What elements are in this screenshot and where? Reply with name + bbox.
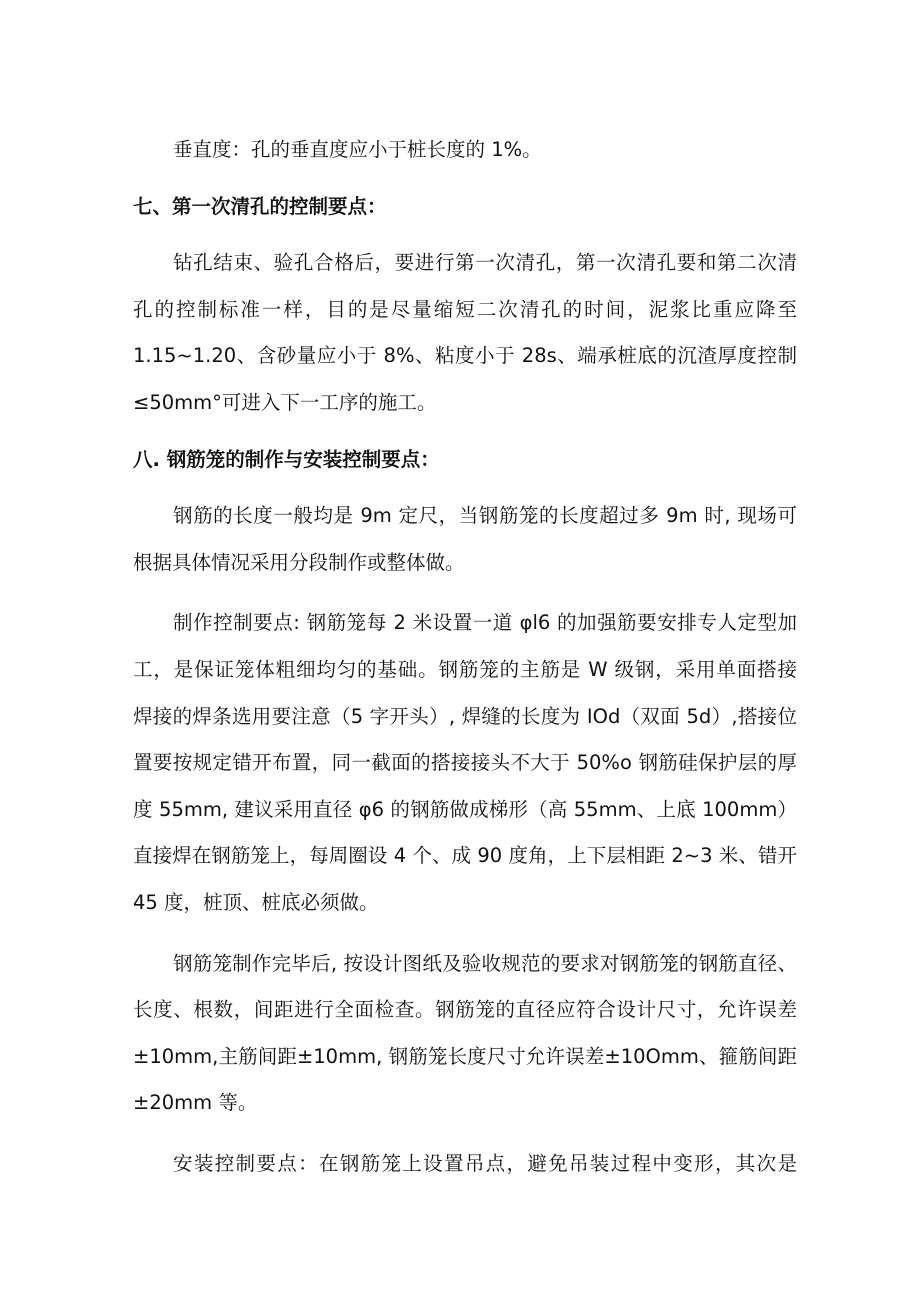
paragraph-line: 根据具体情况采用分段制作或整体做。	[133, 550, 465, 574]
paragraph-line: 工，是保证笼体粗细均匀的基础。钢筋笼的主筋是 W 级钢，采用单面搭接	[133, 657, 797, 681]
paragraph-line: 安装控制要点：在钢筋笼上设置吊点，避免吊装过程中变形，其次是	[173, 1151, 797, 1175]
paragraph-line: 焊接的焊条选用要注意（5 字开头）, 焊缝的长度为 IOd（双面 5d）,搭接位	[133, 704, 797, 728]
paragraph-line: ≤50mm°可进入下一工序的施工。	[133, 390, 437, 414]
section-heading-rebar-cage: 八. 钢筋笼的制作与安装控制要点：	[133, 447, 440, 471]
paragraph-line: 直接焊在钢筋笼上，每周圈设 4 个、成 90 度角，上下层相距 2~3 米、错开	[133, 844, 797, 868]
paragraph-line: 1.15~1.20、含砂量应小于 8%、粘度小于 28s、端承桩底的沉渣厚度控制	[133, 344, 797, 368]
document-body	[133, 127, 797, 1187]
paragraph-line: 钻孔结束、验孔合格后，要进行第一次清孔，第一次清孔要和第二次清	[173, 251, 797, 275]
paragraph-line: ±10mm,主筋间距±10mm, 钢筋笼长度尺寸允许误差±10Omm、箍筋间距	[133, 1044, 797, 1068]
paragraph-line: 度 55mm, 建议采用直径 φ6 的钢筋做成梯形（高 55mm、上底 100mm）	[133, 797, 797, 821]
paragraph-line: 孔的控制标准一样，目的是尽量缩短二次清孔的时间，泥浆比重应降至	[133, 297, 797, 321]
paragraph-line: 钢筋笼制作完毕后, 按设计图纸及验收规范的要求对钢筋笼的钢筋直径、	[173, 951, 797, 975]
paragraph-line: 制作控制要点: 钢筋笼每 2 米设置一道 φl6 的加强筋要安排专人定型加	[173, 611, 797, 635]
paragraph-line: 长度、根数，间距进行全面检查。钢筋笼的直径应符合设计尺寸，允许误差	[133, 998, 797, 1022]
paragraph-line: 45 度，桩顶、桩底必须做。	[133, 890, 379, 914]
paragraph-verticality: 垂直度：孔的垂直度应小于桩长度的 1%。	[173, 138, 542, 161]
paragraph-line: ±20mm 等。	[133, 1091, 258, 1115]
section-heading-first-hole-cleaning: 七、第一次清孔的控制要点：	[133, 194, 387, 218]
paragraph-line: 钢筋的长度一般均是 9m 定尺，当钢筋笼的长度超过多 9m 时, 现场可	[173, 504, 797, 528]
paragraph-line: 置要按规定错开布置，同一截面的搭接接头不大于 50%o 钢筋硅保护层的厚	[133, 751, 797, 775]
